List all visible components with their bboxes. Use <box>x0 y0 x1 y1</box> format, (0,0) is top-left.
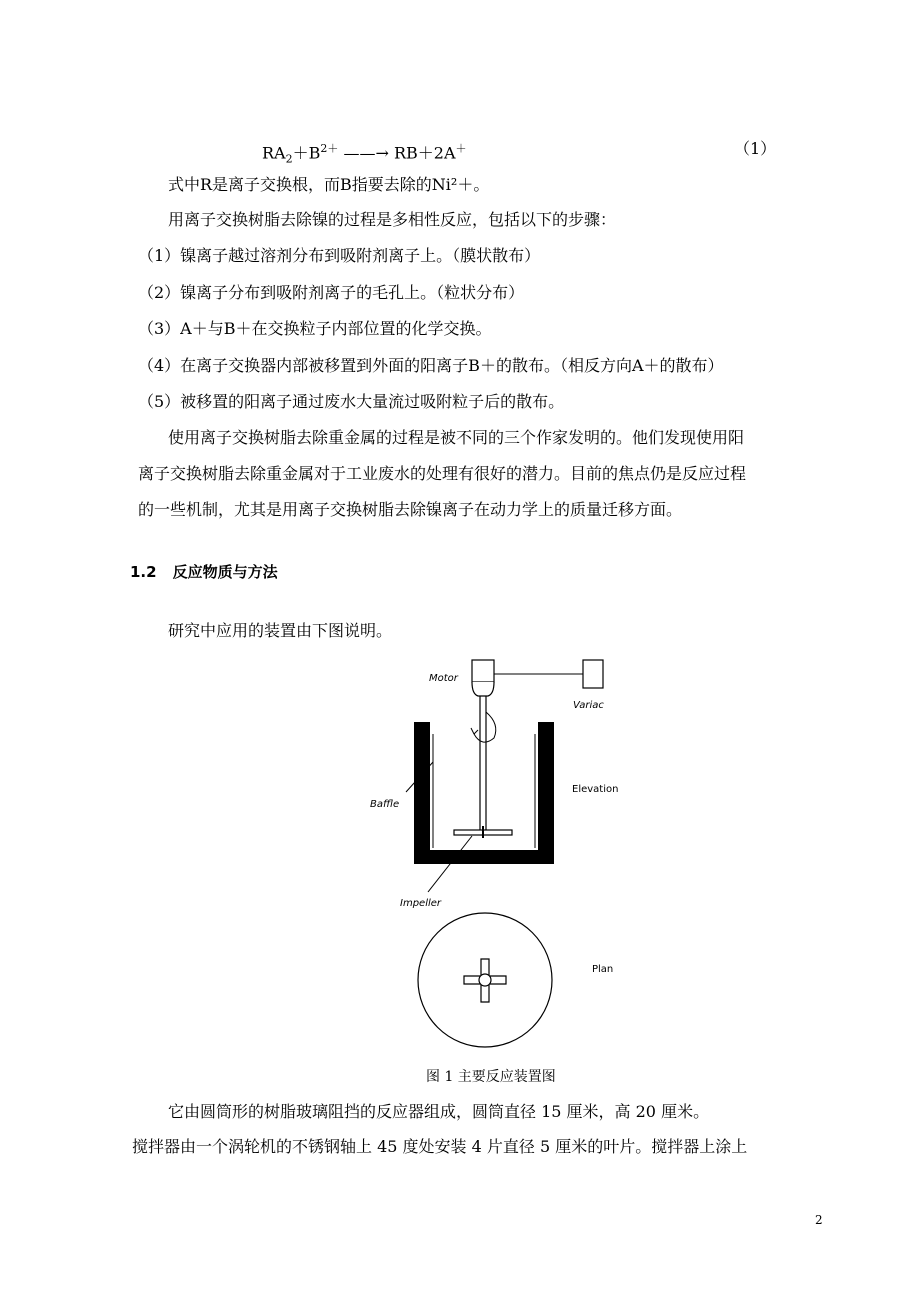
elevation-label: Elevation <box>572 784 619 795</box>
page-number: 2 <box>815 1213 823 1227</box>
step-item: （5）被移置的阳离子通过废水大量流过吸附粒子后的散布。 <box>138 392 565 411</box>
plan-label: Plan <box>592 964 614 975</box>
eq-term-ra: RA <box>262 143 286 163</box>
step-item: （1）镍离子越过溶剂分布到吸附剂离子上。（膜状散布） <box>138 246 541 265</box>
section-heading <box>130 561 278 583</box>
baffle-label: Baffle <box>370 799 400 810</box>
paragraph-definition: 式中R是离子交换根，而B指要去除的Ni²＋。 <box>168 175 490 194</box>
step-item: （4）在离子交换器内部被移置到外面的阳离子B＋的散布。（相反方向A＋的散布） <box>138 356 724 375</box>
variac-label: Variac <box>573 700 604 711</box>
impeller-label: Impeller <box>400 898 442 909</box>
paragraph-stirrer: 搅拌器由一个涡轮机的不锈钢轴上 45 度处安装 4 片直径 5 厘米的叶片。搅拌器上涂上 <box>132 1137 748 1156</box>
motor-body <box>472 660 494 682</box>
paragraph-line: 离子交换树脂去除重金属对于工业废水的处理有很好的潜力。目前的焦点仍是反应过程 <box>138 464 747 483</box>
eq-term-b: ＋B <box>292 143 321 163</box>
apparatus-diagram <box>370 652 640 1062</box>
rotation-arrow <box>474 712 496 742</box>
apparatus-figure <box>370 652 640 1062</box>
plan-shaft <box>479 974 491 986</box>
paragraph-line: 使用离子交换树脂去除重金属的过程是被不同的三个作家发明的。他们发现使用阳 <box>168 428 745 447</box>
reaction-equation <box>262 138 467 171</box>
paragraph-intro-steps: 用离子交换树脂去除镍的过程是多相性反应，包括以下的步骤： <box>168 210 617 229</box>
vessel-walls <box>414 722 554 864</box>
figure-caption: 图 1 主要反应装置图 <box>426 1069 556 1085</box>
equation-number: （1） <box>734 139 777 158</box>
section-number: 1.2 <box>130 563 157 581</box>
eq-superscript: 2＋ <box>320 142 339 155</box>
paragraph-figure-intro: 研究中应用的装置由下图说明。 <box>168 621 393 640</box>
section-title: 反应物质与方法 <box>172 563 278 581</box>
rotation-arrowhead <box>471 728 478 734</box>
motor-label: Motor <box>429 673 458 684</box>
paragraph-reactor: 它由圆筒形的树脂玻璃阻挡的反应器组成，圆筒直径 15 厘米，高 20 厘米。 <box>168 1102 710 1121</box>
step-item: （3）A＋与B＋在交换粒子内部位置的化学交换。 <box>138 319 492 338</box>
eq-rhs: RB＋2A <box>393 143 456 163</box>
eq-subscript: 2 <box>285 152 293 166</box>
motor-neck <box>472 682 494 696</box>
eq-rhs-superscript: ＋ <box>455 142 467 155</box>
eq-arrow: ——→ <box>338 143 394 163</box>
paragraph-line: 的一些机制，尤其是用离子交换树脂去除镍离子在动力学上的质量迁移方面。 <box>138 500 683 519</box>
variac-box <box>583 660 603 688</box>
step-item: （2）镍离子分布到吸附剂离子的毛孔上。（粒状分布） <box>138 283 525 302</box>
